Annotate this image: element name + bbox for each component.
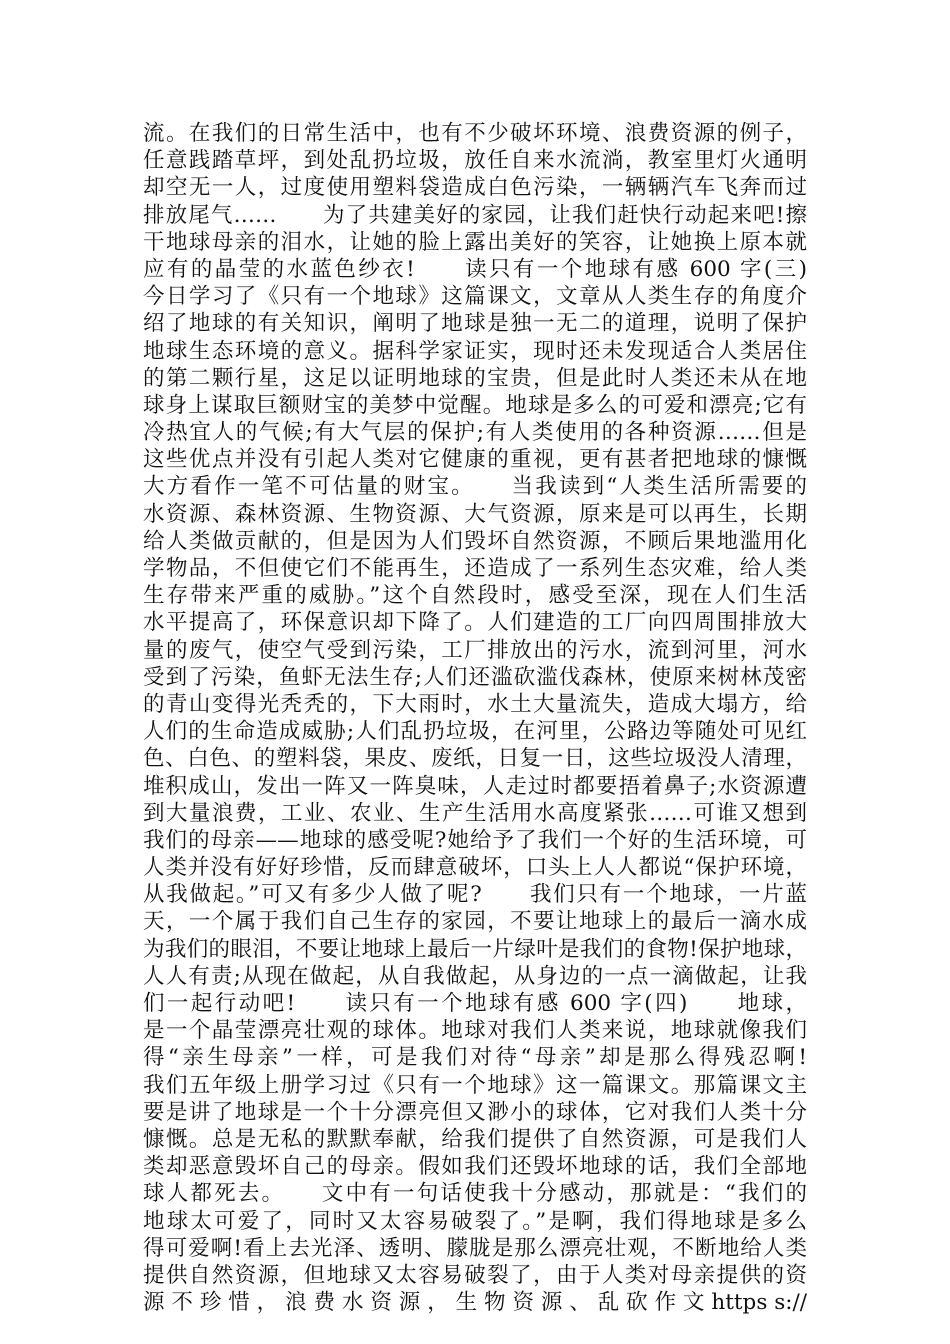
text-line: 这些优点并没有引起人类对它健康的重视，更有甚者把地球的慷慨	[143, 447, 807, 473]
text-line: 地球太可爱了，同时又太容易破裂了。”是啊，我们得地球是多么	[143, 1208, 807, 1234]
text-line: 地球生态环境的意义。据科学家证实，现时还未发现适合人类居住	[143, 338, 807, 364]
text-line: 流。在我们的日常生活中，也有不少破坏环境、浪费资源的例子，	[143, 121, 807, 146]
text-line: 今日学习了《只有一个地球》这篇课文，文章从人类生存的角度介	[143, 284, 807, 310]
text-line: 到大量浪费，工业、农业、生产生活用水高度紧张……可谁又想到	[143, 800, 807, 826]
text-line: 水平提高了，环保意识却下降了。人们建造的工厂向四周围排放大	[143, 610, 807, 636]
text-line: 任意践踏草坪，到处乱扔垃圾，放任自来水流淌，教室里灯火通明	[143, 148, 807, 174]
text-line: 干地球母亲的泪水，让她的脸上露出美好的笑容，让她换上原本就	[143, 229, 807, 255]
text-line: 为我们的眼泪，不要让地球上最后一片绿叶是我们的食物!保护地球，	[143, 936, 807, 962]
text-line: 生存带来严重的威胁。”这个自然段时，感受至深，现在人们生活	[143, 583, 807, 609]
text-line: 要是讲了地球是一个十分漂亮但又渺小的球体，它对我们人类十分	[143, 1099, 807, 1125]
text-line: 是一个晶莹漂亮壮观的球体。地球对我们人类来说，地球就像我们	[143, 1018, 807, 1044]
text-line: 慷慨。总是无私的默默奉献，给我们提供了自然资源，可是我们人	[143, 1126, 807, 1152]
text-line: 的青山变得光秃秃的，下大雨时，水土大量流失，造成大塌方，给	[143, 691, 807, 717]
text-line: 我们的母亲——地球的感受呢?她给予了我们一个好的生活环境，可	[143, 827, 807, 853]
text-line: 人类并没有好好珍惜，反而肆意破坏，口头上人人都说“保护环境，	[143, 855, 807, 881]
text-line: 排放尾气…… 为了共建美好的家园，让我们赶快行动起来吧!擦	[143, 202, 807, 228]
text-line: 大方看作一笔不可估量的财宝。 当我读到“人类生活所需要的	[143, 474, 807, 500]
text-line: 绍了地球的有关知识，阐明了地球是独一无二的道理，说明了保护	[143, 311, 807, 337]
text-line: 色、白色、的塑料袋，果皮、废纸，日复一日，这些垃圾没人清理，	[143, 746, 807, 772]
text-line: 天，一个属于我们自己生存的家园，不要让地球上的最后一滴水成	[143, 909, 807, 935]
text-line: 源 不 珍 惜 ， 浪 费 水 资 源 ， 生 物 资 源 、 乱 砍 作 文 https s://	[143, 1290, 807, 1316]
body-text	[143, 120, 807, 1316]
text-line: 学物品，不但使它们不能再生，还造成了一系列生态灾难，给人类	[143, 556, 807, 581]
text-line: 得可爱啊!看上去光泽、透明、朦胧是那么漂亮壮观，不断地给人类	[143, 1235, 807, 1261]
text-line: 应有的晶莹的水蓝色纱衣! 读只有一个地球有感 600 字(三)	[143, 256, 807, 282]
text-line: 类却恶意毁坏自己的母亲。假如我们还毁坏地球的话，我们全部地	[143, 1154, 807, 1180]
text-line: 却空无一人，过度使用塑料袋造成白色污染，一辆辆汽车飞奔而过	[143, 175, 807, 201]
text-line: 得“亲生母亲”一样，可是我们对待“母亲”却是那么得残忍啊!	[143, 1045, 807, 1071]
text-line: 从我做起。”可又有多少人做了呢? 我们只有一个地球，一片蓝	[143, 882, 807, 908]
text-line: 堆积成山，发出一阵又一阵臭味，人走过时都要捂着鼻子;水资源遭	[143, 773, 807, 799]
text-line: 给人类做贡献的，但是因为人们毁坏自然资源，不顾后果地滥用化	[143, 528, 807, 554]
text-line: 我们五年级上册学习过《只有一个地球》这一篇课文。那篇课文主	[143, 1072, 807, 1098]
text-line: 球身上谋取巨额财宝的美梦中觉醒。地球是多么的可爱和漂亮;它有	[143, 392, 807, 418]
text-line: 水资源、森林资源、生物资源、大气资源，原来是可以再生，长期	[143, 501, 807, 527]
text-line: 球人都死去。 文中有一句话使我十分感动，那就是：“我们的	[143, 1181, 807, 1207]
text-line: 量的废气，使空气受到污染，工厂排放出的污水，流到河里，河水	[143, 637, 807, 663]
text-line: 人人有责;从现在做起，从自我做起，从身边的一点一滴做起，让我	[143, 963, 807, 989]
text-line: 的第二颗行星，这足以证明地球的宝贵，但是此时人类还未从在地	[143, 365, 807, 391]
text-line: 们一起行动吧! 读只有一个地球有感 600 字(四) 地球，	[143, 991, 807, 1016]
text-line: 冷热宜人的气候;有大气层的保护;有人类使用的各种资源……但是	[143, 420, 807, 446]
text-line: 提供自然资源，但地球又太容易破裂了，由于人类对母亲提供的资	[143, 1262, 807, 1288]
text-line: 人们的生命造成威胁;人们乱扔垃圾，在河里，公路边等随处可见红	[143, 719, 807, 745]
text-line: 受到了污染，鱼虾无法生存;人们还滥砍滥伐森林，使原来树林茂密	[143, 664, 807, 690]
